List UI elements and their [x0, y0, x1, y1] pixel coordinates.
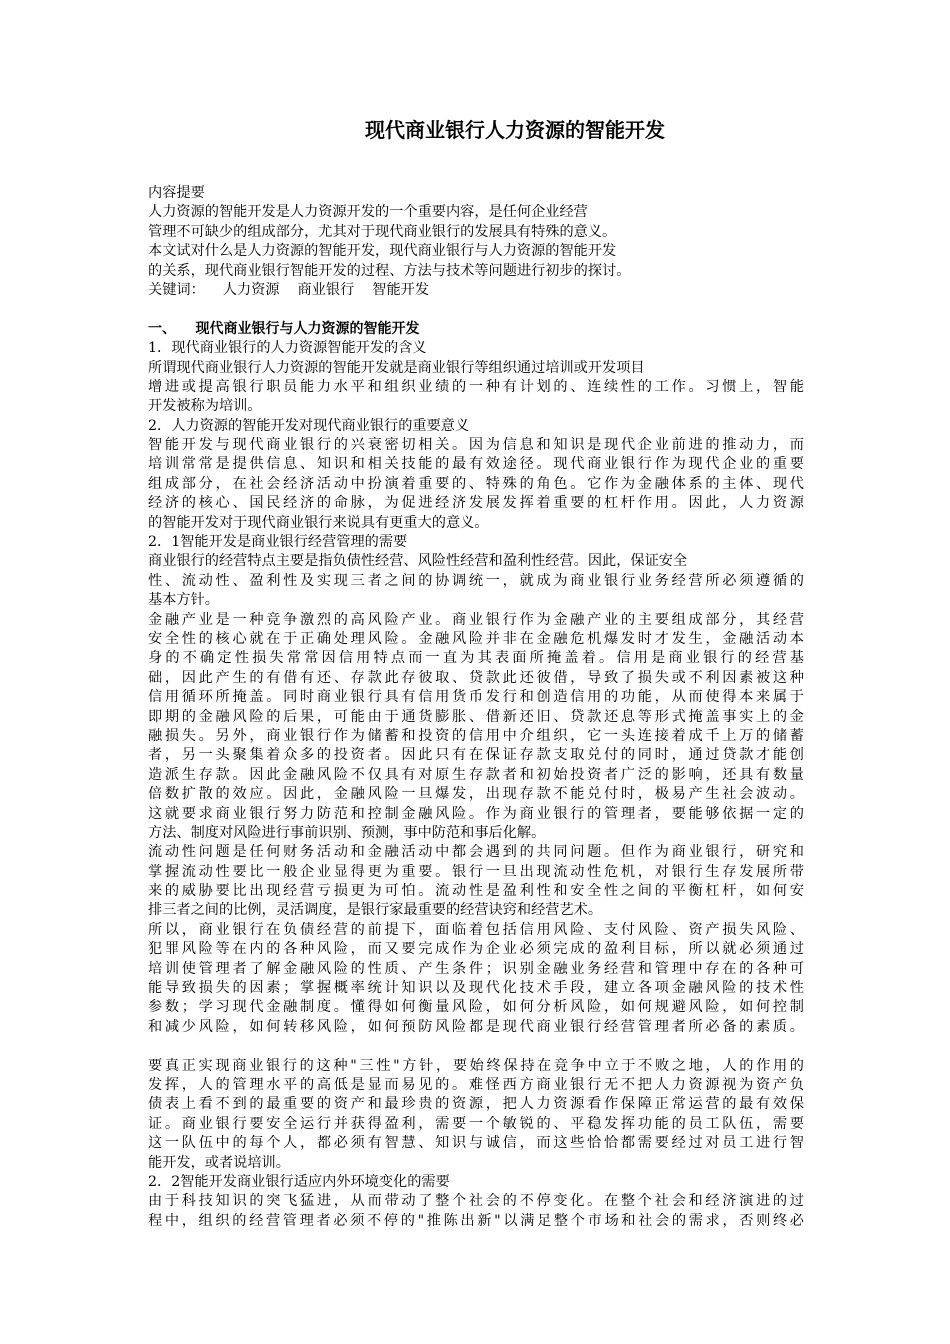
body-text-line: 这一队伍中的每个人，都必须有智慧、知识与诚信，而这些恰恰都需要经过对员工进行智: [148, 1135, 804, 1152]
body-text-line: 和减少风险，如何转移风险，如何预防风险都是现代商业银行经营管理者所必备的素质。: [148, 1018, 804, 1035]
body-text-line: 债表上看不到的最重要的资产和最珍贵的资源，把人力资源看作保障正常运营的最有效保: [148, 1096, 804, 1113]
body-text-line: 1．现代商业银行的人力资源智能开发的含义: [148, 340, 427, 357]
body-text-line: 发挥，人的管理水平的高低是显而易见的。难怪西方商业银行无不把人力资源视为资产负: [148, 1076, 804, 1093]
body-text-line: 组成部分，在社会经济活动中扮演着重要的、特殊的角色。它作为金融体系的主体、现代: [148, 475, 804, 492]
abstract-heading: 内容提要: [148, 185, 205, 201]
body-text-line: 排三者之间的比例，灵活调度，是银行家最重要的经营诀窍和经营艺术。: [148, 902, 603, 919]
body-text-line: 造派生存款。因此金融风险不仅具有对原生存款者和初始投资者广泛的影响，还具有数量: [148, 766, 804, 783]
abstract-line: 的关系，现代商业银行智能开发的过程、方法与技术等问题进行初步的探讨。: [148, 262, 631, 279]
body-text-line: 者，另一头聚集着众多的投资者。因此只有在保证存款支取兑付的同时，通过贷款才能创: [148, 747, 804, 764]
body-text-line: 的智能开发对于现代商业银行来说具有更重大的意义。: [148, 514, 489, 531]
body-text-line: 培训常常是提供信息、知识和相关技能的最有效途径。现代商业银行作为现代企业的重要: [148, 456, 804, 473]
body-text-line: 开发被称为培训。: [148, 398, 262, 415]
body-text-line: 证。商业银行要安全运行并获得盈利，需要一个敏锐的、平稳发挥功能的员工队伍，需要: [148, 1115, 804, 1132]
body-text-line: 所以，商业银行在负债经营的前提下，面临着包括信用风险、支付风险、资产损失风险、: [148, 921, 804, 938]
body-text-line: 由于科技知识的突飞猛进，从而带动了整个社会的不停变化。在整个社会和经济演进的过: [148, 1193, 804, 1210]
body-text-line: 经济的核心、国民经济的命脉，为促进经济发展发挥着重要的杠杆作用。因此，人力资源: [148, 495, 804, 512]
body-text-line: 信用循环所掩盖。同时商业银行具有信用货币发行和创造信用的功能，从而使得本来属于: [148, 689, 804, 706]
body-text-line: 来的威胁要比出现经营亏损更为可怕。流动性是盈利性和安全性之间的平衡杠杆，如何安: [148, 883, 804, 900]
body-text-line: 所谓现代商业银行人力资源的智能开发就是商业银行等组织通过培训或开发项目: [148, 359, 645, 376]
body-text-line: 性、流动性、盈利性及实现三者之间的协调统一，就成为商业银行业务经营所必须遵循的: [148, 572, 804, 589]
abstract-line: 本文试对什么是人力资源的智能开发，现代商业银行与人力资源的智能开发: [148, 243, 617, 260]
blank-line: [148, 1037, 804, 1056]
body-text-line: 即期的金融风险的后果，可能由于通货膨胀、借新还旧、贷款还息等形式掩盖事实上的金: [148, 708, 804, 725]
body-text-line: 身的不确定性损失常常因信用特点而一直为其表面所掩盖着。信用是商业银行的经营基: [148, 650, 804, 667]
body-text-line: 2．1智能开发是商业银行经营管理的需要: [148, 534, 408, 551]
body-text-line: 方法、制度对风险进行事前识别、预测，事中防范和事后化解。: [148, 824, 546, 841]
body-text-line: 商业银行的经营特点主要是指负债性经营、风险性经营和盈利性经营。因此，保证安全: [148, 553, 688, 570]
body-text-line: 增进或提高银行职员能力水平和组织业绩的一种有计划的、连续性的工作。习惯上，智能: [148, 378, 804, 395]
document-body: [148, 184, 804, 1231]
body-text-line: 基本方针。: [148, 592, 219, 609]
keywords-label: 关键词：: [148, 281, 205, 298]
section-heading: 一、 现代商业银行与人力资源的智能开发: [148, 320, 420, 337]
document-title: 现代商业银行人力资源的智能开发: [365, 118, 665, 142]
blank-line: [148, 300, 804, 319]
keyword: 人力资源: [222, 281, 280, 298]
body-text-line: 2．2智能开发商业银行适应内外环境变化的需要: [148, 1173, 450, 1190]
body-text-line: 倍数扩散的效应。因此，金融风险一旦爆发，出现存款不能兑付时，极易产生社会波动。: [148, 786, 804, 803]
body-text-line: 培训使管理者了解金融风险的性质、产生条件；识别金融业务经营和管理中存在的各种可: [148, 960, 804, 977]
body-text-line: 掌握流动性要比一般企业显得更为重要。银行一旦出现流动性危机，对银行生存发展所带: [148, 863, 804, 880]
abstract-line: 人力资源的智能开发是人力资源开发的一个重要内容，是任何企业经营: [148, 204, 588, 221]
body-text-line: 要真正实现商业银行的这种"三性"方针，要始终保持在竞争中立于不败之地，人的作用的: [148, 1057, 804, 1074]
keywords-line: [148, 281, 804, 300]
body-text-line: 犯罪风险等在内的各种风险，而又要完成作为企业必须完成的盈利目标，所以就必须通过: [148, 941, 804, 958]
body-text-line: 础，因此产生的有借有还、存款此存彼取、贷款此还彼借，导致了损失或不利因素被这种: [148, 669, 804, 686]
body-text-line: 能开发，或者说培训。: [148, 1154, 290, 1171]
body-text-line: 程中，组织的经营管理者必须不停的"推陈出新"以满足整个市场和社会的需求，否则终必: [148, 1212, 804, 1229]
keyword: 商业银行: [297, 281, 355, 298]
abstract-line: 管理不可缺少的组成部分，尤其对于现代商业银行的发展具有特殊的意义。: [148, 223, 617, 240]
body-text-line: 这就要求商业银行努力防范和控制金融风险。作为商业银行的管理者，要能够依据一定的: [148, 805, 804, 822]
body-text-line: 智能开发与现代商业银行的兴衰密切相关。因为信息和知识是现代企业前进的推动力，而: [148, 437, 804, 454]
body-text: [148, 339, 804, 1231]
body-text-line: 参数；学习现代金融制度。懂得如何衡量风险，如何分析风险，如何规避风险，如何控制: [148, 999, 804, 1016]
body-text-line: 2．人力资源的智能开发对现代商业银行的重要意义: [148, 417, 470, 434]
keyword: 智能开发: [372, 281, 430, 298]
body-text-line: 能导致损失的因素；掌握概率统计知识以及现代化技术手段，建立各项金融风险的技术性: [148, 980, 804, 997]
body-text-line: 流动性问题是任何财务活动和金融活动中都会遇到的共同问题。但作为商业银行，研究和: [148, 844, 804, 861]
body-text-line: 融损失。另外，商业银行作为储蓄和投资的信用中介组织，它一头连接着成千上万的储蓄: [148, 727, 804, 744]
body-text-line: 安全性的核心就在于正确处理风险。金融风险并非在金融危机爆发时才发生，金融活动本: [148, 630, 804, 647]
body-text-line: 金融产业是一种竞争激烈的高风险产业。商业银行作为金融产业的主要组成部分，其经营: [148, 611, 804, 628]
